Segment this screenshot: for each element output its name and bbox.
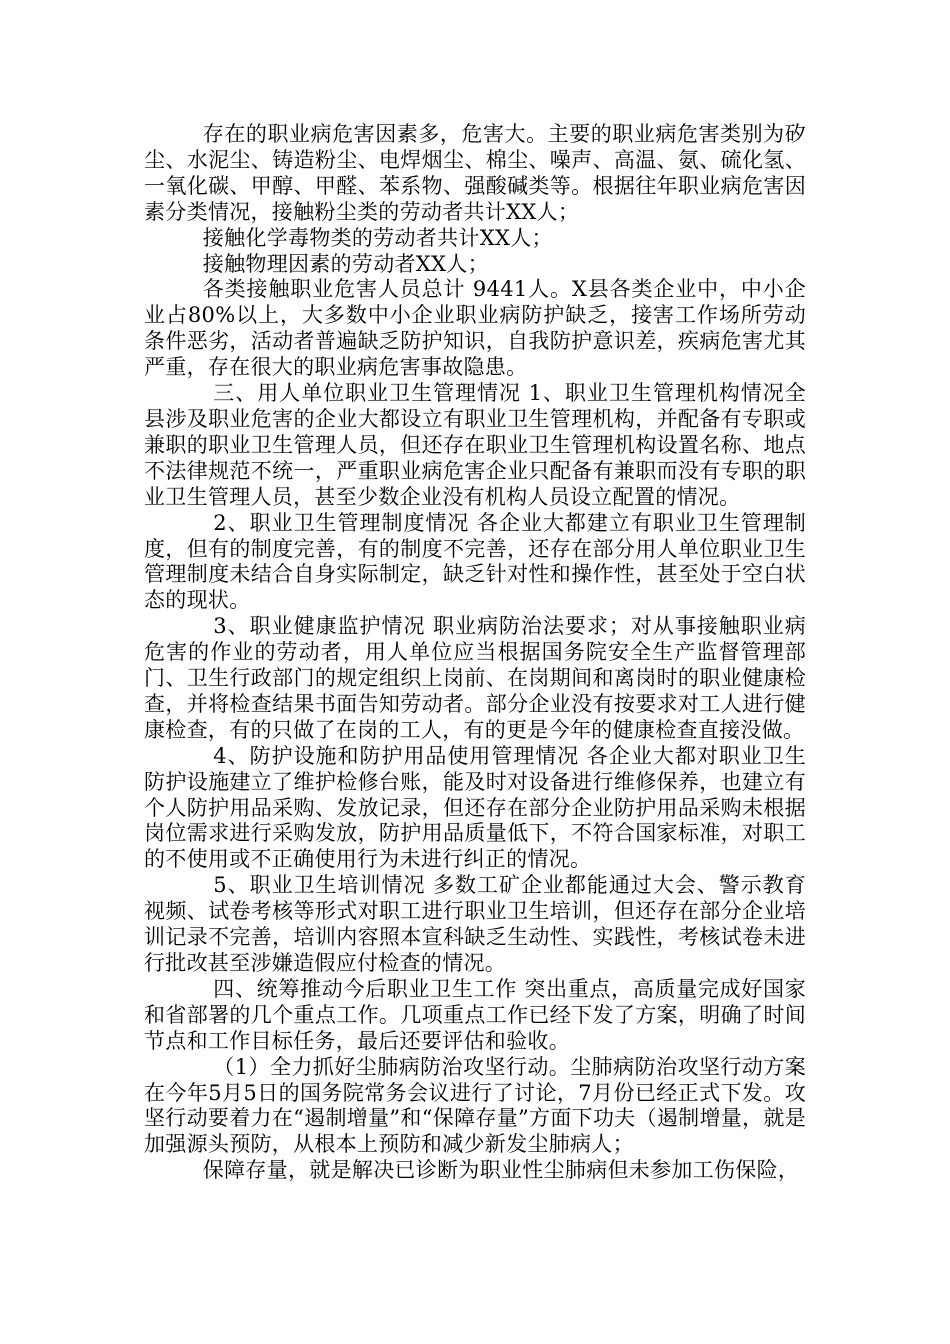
- paragraph-section-four: 四、统筹推动今后职业卫生工作 突出重点，高质量完成好国家和省部署的几个重点工作。几项重点工作已经下发了方案，明确了时间节点和工作目标任务，最后还要评估和验收。: [144, 976, 806, 1053]
- document-body: [144, 122, 806, 1184]
- paragraph-training: 5、职业卫生培训情况 多数工矿企业都能通过大会、警示教育视频、试卷考核等形式对职工进行职业卫生培训，但还存在部分企业培训记录不完善，培训内容照本宣科缺乏生动性、实践性，考核试卷未进行批改甚至涉嫌造假应付检查的情况。: [144, 873, 806, 975]
- paragraph-management-system: 2、职业卫生管理制度情况 各企业大都建立有职业卫生管理制度，但有的制度完善，有的制度不完善，还存在部分用人单位职业卫生管理制度未结合自身实际制定，缺乏针对性和操作性，甚至处于空白状态的现状。: [144, 510, 806, 613]
- paragraph-physical-workers: 接触物理因素的劳动者XX人；: [202, 251, 489, 276]
- paragraph-protective-equipment: 4、防护设施和防护用品使用管理情况 各企业大都对职业卫生防护设施建立了维护检修台账，能及时对设备进行维修保养，也建立有个人防护用品采购、发放记录，但还存在部分企业防护用品采购未根据岗位需求进行采购发放，防护用品质量低下，不符合国家标准，对职工的不使用或不正确使用行为未进行纠正的情况。: [144, 743, 806, 872]
- paragraph-guarantee-stock: 保障存量，就是解决已诊断为职业性尘肺病但未参加工伤保险，: [202, 1158, 800, 1183]
- paragraph-chemical-workers: 接触化学毒物类的劳动者共计XX人；: [202, 225, 553, 250]
- paragraph-pneumoconiosis-action: （1）全力抓好尘肺病防治攻坚行动。尘肺病防治攻坚行动方案在今年5月5日的国务院常务会议进行了讨论，7月份已经正式下发。攻坚行动要着力在“遏制增量”和“保障存量”方面下功夫（遏制增量，就是加强源头预防，从根本上预防和减少新发尘肺病人；: [144, 1054, 806, 1157]
- paragraph-hazard-factors: 存在的职业病危害因素多，危害大。主要的职业病危害类别为矽尘、水泥尘、铸造粉尘、电焊烟尘、棉尘、噪声、高温、氨、硫化氢、一氧化碳、甲醇、甲醛、苯系物、强酸碱类等。根据往年职业病危害因素分类情况，接触粉尘类的劳动者共计XX人；: [144, 122, 806, 224]
- paragraph-health-monitoring: 3、职业健康监护情况 职业病防治法要求；对从事接触职业病危害的作业的劳动者，用人单位应当根据国务院安全生产监督管理部门、卫生行政部门的规定组织上岗前、在岗期间和离岗时的职业健康检查，并将检查结果书面告知劳动者。部分企业没有按要求对工人进行健康检查，有的只做了在岗的工人，有的更是今年的健康检查直接没做。: [144, 614, 806, 742]
- paragraph-section-three: 三、用人单位职业卫生管理情况 1、职业卫生管理机构情况全县涉及职业危害的企业大都设立有职业卫生管理机构，并配备有专职或兼职的职业卫生管理人员，但还存在职业卫生管理机构设置名称、地点不法律规范不统一，严重职业病危害企业只配备有兼职而没有专职的职业卫生管理人员，甚至少数企业没有机构人员设立配置的情况。: [144, 381, 806, 509]
- paragraph-total-exposure: 各类接触职业危害人员总计 9441人。X县各类企业中，中小企业占80%以上，大多数中小企业职业病防护缺乏，接害工作场所劳动条件恶劣，活动者普遍缺乏防护知识，自我防护意识差，疾病危害尤其严重，存在很大的职业病危害事故隐患。: [144, 277, 806, 380]
